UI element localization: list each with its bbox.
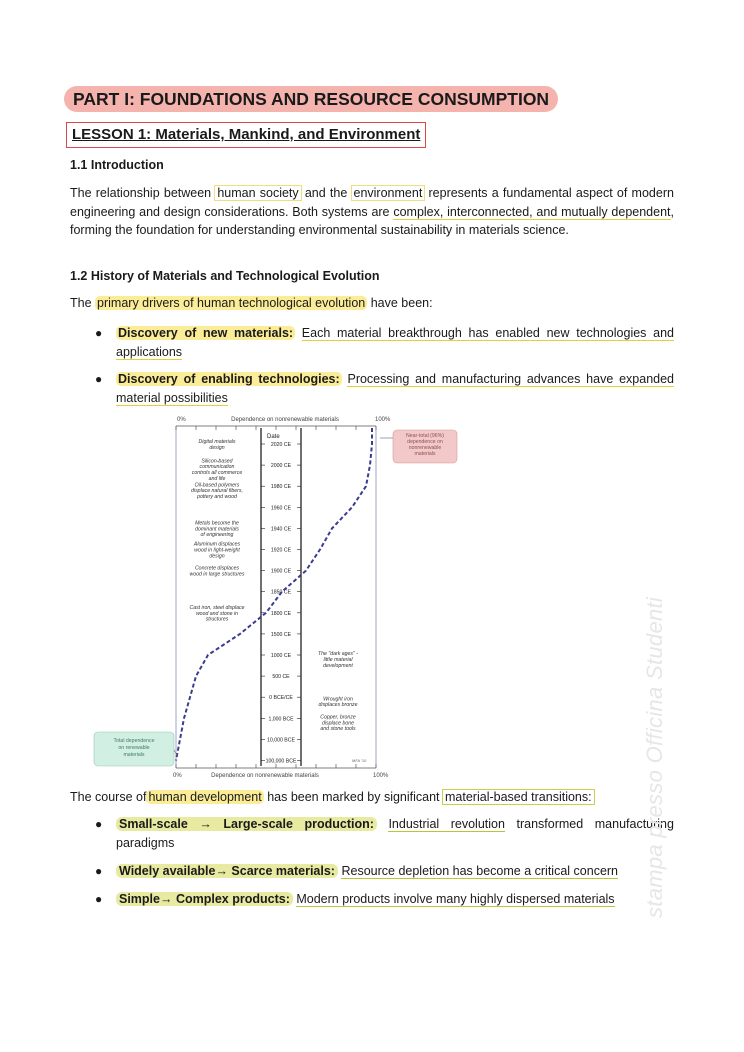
bullet-dot: ● (95, 892, 103, 906)
chart-annotation: wood and stone in (195, 610, 239, 617)
date-tick-label: 1500 CE (270, 631, 292, 638)
date-tick-label: 1940 CE (270, 526, 292, 533)
intro-paragraph: The relationship between human society and the environment represents a fundamental aspect of modern engineering and design considerations. Both systems are complex, interconnected, and mutually dependent, forming the foundation for understanding environmental sustainability in materials science. (70, 186, 674, 237)
chart-annotation: Metals become the (195, 520, 239, 527)
date-tick-label: 1,000 BCE (268, 716, 294, 723)
callout-top-text: materials (414, 451, 436, 457)
chart-annotation: Concrete displaces (194, 565, 240, 572)
date-tick-label: 2020 CE (270, 442, 292, 448)
lesson-title: LESSON 1: Materials, Mankind, and Environment (66, 122, 426, 148)
chart-annotation: displace natural fibers, (191, 488, 243, 495)
bullet-dot: ● (95, 372, 103, 386)
top-axis-title: Dependence on nonrenewable materials (231, 417, 339, 423)
chart-annotation: Cast iron, steel displace (189, 605, 245, 611)
chart-annotation: structures (205, 616, 229, 623)
date-tick-label: 2000 CE (270, 463, 292, 470)
date-tick-label: 0 BCE/CE (269, 695, 293, 702)
callout-bottom-text: Total dependence (113, 738, 155, 744)
chart-annotation: and life (208, 475, 226, 482)
chart-annotation: displace bone (321, 720, 355, 727)
chart-annotation: Copper, bronze (320, 714, 356, 721)
chart-annotation: little material (323, 657, 353, 663)
chart-annotation: of engineering (200, 532, 234, 539)
chart-annotation: Oil-based polymers (194, 482, 240, 489)
bullet-dot: ● (95, 326, 103, 340)
list-item: ● Discovery of new materials: Each material breakthrough has enabled new technologies and applications (95, 326, 674, 359)
date-tick-label: 1800 CE (270, 610, 292, 617)
section-heading-introduction: 1.1 Introduction (70, 158, 164, 172)
list-item: ● Widely available→ Scarce materials: Resource depletion has become a critical concern (116, 862, 674, 881)
watermark: stampa presso Officina Studenti (642, 596, 667, 918)
callout-top-text: nonrenewable (408, 445, 442, 451)
chart-annotation: controls all commerce (191, 470, 243, 476)
chart-annotation: Digital materials (198, 439, 236, 446)
human-society-term: human society (217, 186, 299, 200)
chart-annotation: wood in light-weight (194, 547, 240, 554)
section-heading-history: 1.2 History of Materials and Technological Evolution (70, 269, 380, 283)
top-axis-end-label: 100% (375, 417, 391, 423)
transitions-box: material-based transitions: (445, 790, 592, 804)
date-tick-label: 1000 CE (270, 653, 292, 659)
date-tick-label: 10,000 BCE (267, 737, 295, 744)
chart-annotation: dominant materials (195, 526, 239, 533)
callout-bottom-text: on renewable (118, 745, 150, 751)
chart-annotation: development (323, 662, 353, 669)
bullet-dot: ● (95, 817, 103, 831)
date-tick-label: 1900 CE (270, 568, 292, 575)
chart-annotation: pottery and wood (197, 494, 237, 500)
materials-dependence-chart (90, 412, 462, 782)
drivers-intro: The primary drivers of human technological evolution have been: (70, 296, 433, 310)
bottom-axis-end-label: 100% (373, 773, 389, 779)
chart-annotation: The "dark ages" - (317, 651, 359, 658)
top-axis-start-label: 0% (177, 417, 186, 423)
chart-annotation: design (209, 553, 225, 560)
callout-top-text: dependence on (407, 439, 443, 445)
chart-annotation: design (209, 444, 225, 451)
bottom-axis-title: Dependence on nonrenewable materials (211, 773, 319, 779)
callout-bottom-text: materials (123, 752, 145, 758)
chart-annotation: Silicon-based (201, 458, 233, 465)
date-tick-label: 500 CE (272, 674, 290, 681)
date-tick-label: 100,000 BCE (265, 758, 297, 765)
chart-credit: MFA '10 (352, 758, 367, 763)
environment-term: environment (353, 186, 423, 200)
list-item: ● Simple→ Complex products: Modern products involve many highly dispersed materials (116, 890, 674, 909)
chart-annotation: wood in large structures (189, 571, 245, 578)
chart-annotation: displaces bronze (318, 702, 358, 709)
list-item: ● Small-scale → Large-scale production: Industrial revolution transformed manufacturing paradigms (95, 817, 674, 850)
chart-annotation: and stone tools (320, 726, 356, 733)
date-tick-label: 1960 CE (270, 505, 292, 512)
callout-top-text: Near-total (96%) (405, 433, 445, 439)
bottom-axis-start-label: 0% (173, 773, 182, 779)
drivers-highlight: primary drivers of human technological evolution (97, 296, 366, 310)
timeline-title: Date (267, 434, 280, 440)
complex-systems-phrase: complex, interconnected, and mutually dependent (393, 204, 671, 219)
chart-annotation: Wrought iron (323, 696, 353, 703)
list-item: ● Discovery of enabling technologies: Processing and manufacturing advances have expanded material possibilities (95, 372, 674, 405)
date-tick-label: 1850 CE (270, 589, 292, 596)
date-tick-label: 1980 CE (270, 484, 292, 491)
transitions-intro: The course of human development has been marked by significant material-based transitions: (70, 790, 592, 804)
human-development-highlight: human development (148, 790, 262, 804)
bullet-dot: ● (95, 864, 103, 878)
date-tick-label: 1920 CE (270, 547, 292, 554)
chart-annotation: Aluminum displaces (193, 541, 241, 548)
chart-annotation: communication (199, 464, 235, 471)
part-title: PART I: FOUNDATIONS AND RESOURCE CONSUMPTION (64, 86, 558, 112)
